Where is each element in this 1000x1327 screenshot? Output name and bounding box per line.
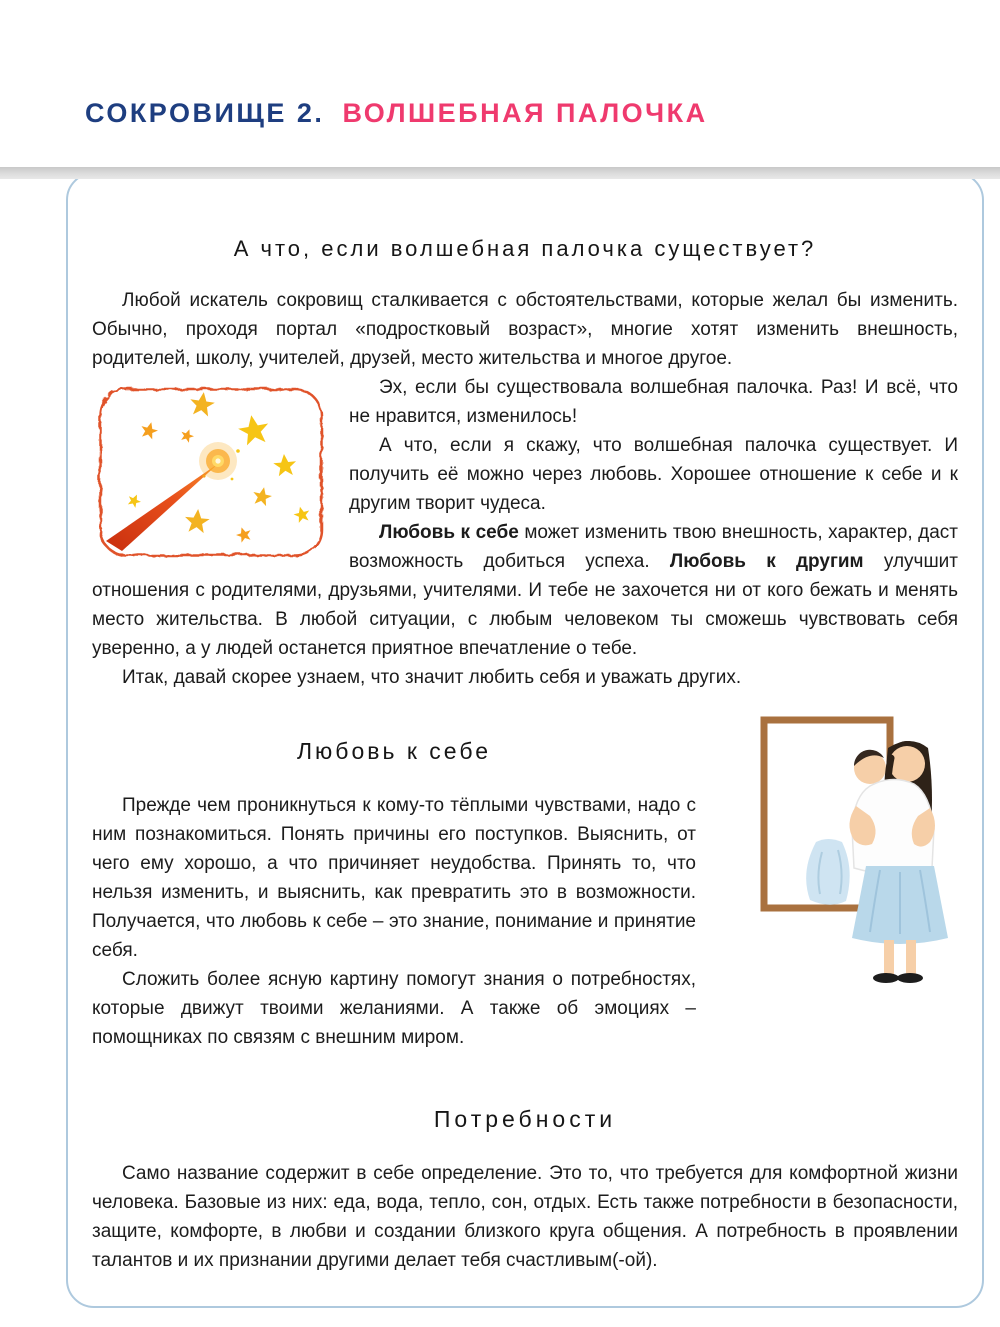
text-love-others: улучшит отношения с родителями, друзьями, учителями. И тебе не захочется ни от кого бежать и менять место жительства. В любой ситуации, с любым человеком ты сможешь чувствовать себя уверенно, а у людей останется приятное впечатление о тебе.: [92, 551, 958, 659]
content-frame: [66, 172, 984, 1308]
divider-bar: [0, 167, 1000, 179]
paragraph-intro: Любой искатель сокровищ сталкивается с обстоятельствами, которые желал бы изменить. Обычно, проходя портал «подростковый возраст», многие хотят изменить внешность, родителей, школу, учителей, друзей, место жительства и многое другое.: [92, 290, 958, 369]
paragraph-self-love-1: Прежде чем проникнуться к кому-то тёплыми чувствами, надо с ним познакомиться. Понять причины его поступков. Выяснить, от чего ему хорошо, а что причиняет неудобства. Принять то, что нельзя изменить, и выяснить, как превратить это в возможности. Получается, что любовь к себе – это знание, понимание и принятие себя.: [92, 795, 696, 961]
page-title-number: СОКРОВИЩЕ 2.: [85, 98, 325, 128]
paragraph-reveal: А что, если я скажу, что волшебная палочка существует. И получить её можно через любовь. Хорошее отношение к себе и к другим творит чудеса.: [349, 435, 958, 514]
girl-figure: [849, 741, 948, 983]
bold-love-self: Любовь к себе: [379, 522, 519, 543]
section-heading-wand: А что, если волшебная палочка существует?: [233, 236, 817, 261]
reflection-skirt-icon: [806, 839, 850, 905]
magic-wand-illustration: [92, 381, 327, 561]
mirror-hug-illustration: [758, 706, 958, 998]
bold-love-others: Любовь к другим: [669, 551, 864, 572]
paragraph-wish: Эх, если бы существовала волшебная палочка. Раз! И всё, что не нравится, изменилось!: [349, 377, 958, 427]
magic-wand-icon: [92, 381, 327, 561]
wand-icon: [106, 463, 219, 551]
paragraph-lets-learn: Итак, давай скорее узнаем, что значит любить себя и уважать других.: [122, 667, 742, 688]
section-heading-self-love: Любовь к себе: [296, 738, 492, 764]
wand-glow-icon: [199, 442, 237, 480]
page-title-name: ВОЛШЕБНАЯ ПАЛОЧКА: [342, 98, 708, 128]
text-love-self: может изменить твою внешность, характер, даст возможность добиться успеха.: [349, 522, 958, 572]
mirror-icon: [758, 706, 958, 998]
paragraph-needs: Само название содержит в себе определение. Это то, что требуется для комфортной жизни человека. Базовые из них: еда, вода, тепло, сон, отдых. Есть также потребности в безопасности, защите, комфорте, в любви и создании близкого круга общения. А потребность в проявлении талантов и их признании другими делает тебя счастливым(-ой).: [92, 1163, 958, 1271]
page-title: [85, 98, 708, 129]
section-heading-needs: Потребности: [433, 1106, 617, 1132]
paragraph-self-love-2: Сложить более ясную картину помогут знания о потребностях, которые движут твоими желаниями. А также об эмоциях – помощниках по связям с внешним миром.: [92, 969, 696, 1048]
